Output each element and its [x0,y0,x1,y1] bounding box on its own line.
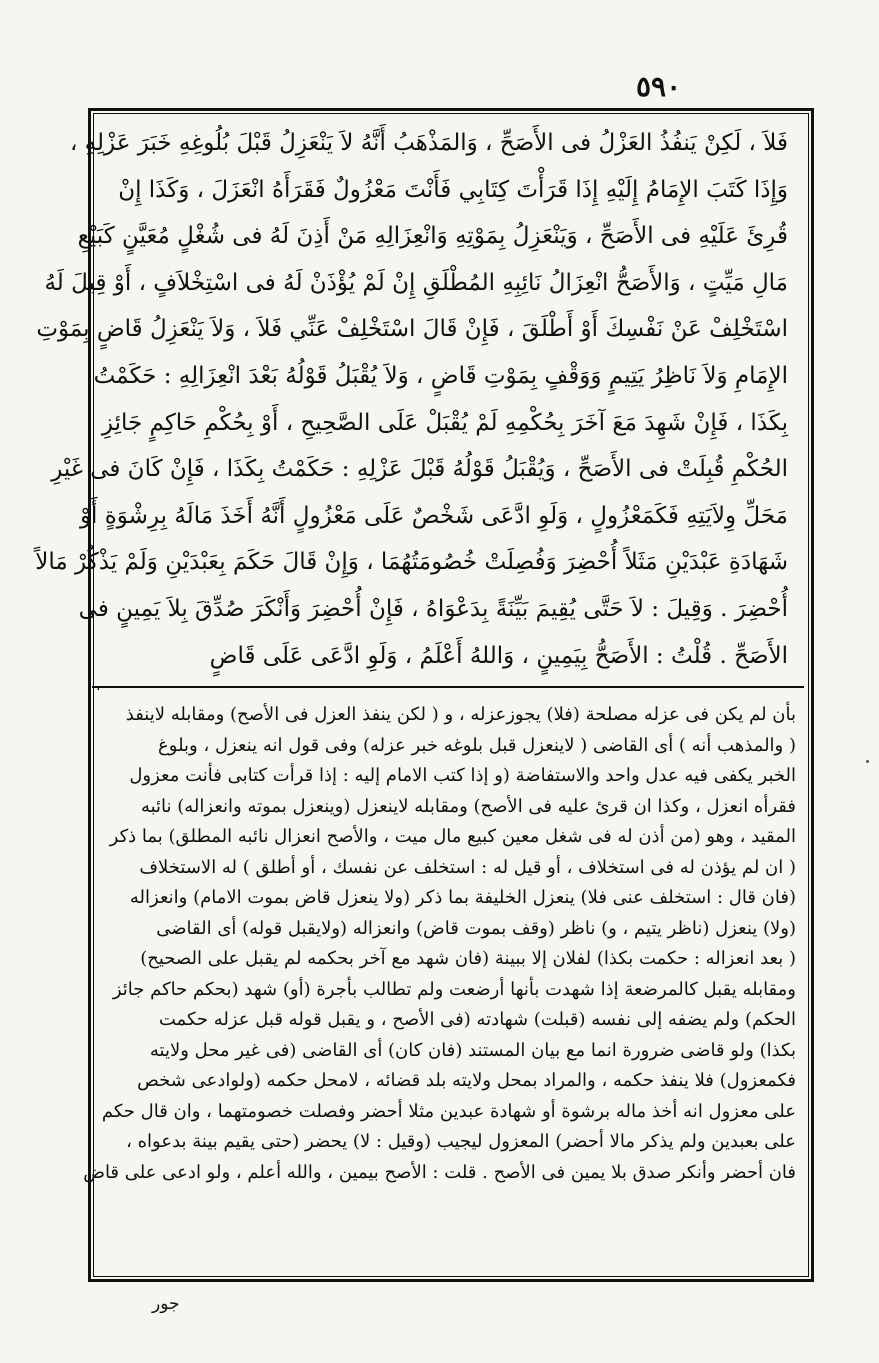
main-text-line: قُرِئَ عَلَيْهِ فى الأَصَحِّ ، وَيَنْعَزِلُ بِمَوْتِهِ وَانْعِزَالِهِ مَنْ أَذِنَ لَهُ فى شُغْلٍ مُعَيَّنٍ كَبَيْعِ [77,223,788,250]
main-text-line: فَلاَ ، لَكِنْ يَنفُذُ العَزْلُ فى الأَصَحِّ ، وَالمَذْهَبُ أَنَّهُ لاَ يَنْعَزِلُ قَبْلَ بُلُوغِهِ خَبَرَ عَزْلِهِ ، [69,130,788,156]
commentary-line: (فان قال : استخلف عنى فلا) ينعزل الخليفة بما ذكر (ولا ينعزل قاض بموت الامام) وانعزاله [129,887,796,908]
main-text-line: الحُكْمِ قُبِلَتْ فى الأَصَحِّ ، وَيُقْبَلُ قَوْلُهُ قَبْلَ عَزْلِهِ : حَكَمْتُ بِكَذَا ، فَإِنْ كَانَ فى غَيْرِ [51,456,788,483]
commentary-line: المقيد ، وهو (من أذن له فى شغل معين كبيع مال ميت ، والأصح انعزال نائبه المطلق) بما ذكر [109,826,796,847]
main-text-line: أُحْضِرَ . وَقِيلَ : لاَ حَتَّى يُقِيمَ بَيِّنَةً بِدَعْوَاهُ ، فَإِنْ أُحْضِرَ وَأَنْكَرَ صُدِّقَ بِلاَ يَمِينٍ فى [78,595,788,622]
commentary-line: فكمعزول) فلا ينفذ حكمه ، والمراد بمحل ولايته بلد قضائه ، لامحل حكمه (ولوادعى شخص [137,1070,796,1091]
main-text-line: مَحَلِّ وِلاَيَتِهِ فَكَمَعْزُولٍ ، وَلَوِ ادَّعَى شَخْصٌ عَلَى مَعْزُولٍ أَنَّهُ أَخَذَ مَالَهُ بِرِشْوَةٍ أَوْ [79,502,788,529]
commentary-line: بكذا) ولو قاضى ضرورة انما مع بيان المستند (فان كان) أى القاضى (فى غير محل ولايته [149,1039,796,1061]
main-text-line: الأَصَحِّ . قُلْتُ : الأَصَحُّ بِيَمِينٍ ، وَاللهُ أَعْلَمُ ، وَلَوِ ادَّعَى عَلَى قَاضٍ [209,642,788,669]
catchword: جور [152,1294,180,1314]
main-text-line: مَالِ مَيِّتٍ ، وَالأَصَحُّ انْعِزَالُ نَائِبِهِ المُطْلَقِ إِنْ لَمْ يُؤْذَنْ لَهُ فى اسْتِخْلاَفٍ ، أَوْ قِيلَ لَهُ [44,269,788,296]
commentary-line: فان أحضر وأنكر صدق بلا يمين فى الأصح . قلت : الأصح بيمين ، والله أعلم ، ولو ادعى على قاض [83,1161,796,1183]
commentary-text [83,700,796,1188]
commentary-line: فقرأه انعزل ، وكذا ان قرئ عليه فى الأصح) ومقابله لاينعزل (وينعزل بموته وانعزاله) نائبه [140,795,796,817]
commentary-line: على بعبدين ولم يذكر مالا أحضر) المعزول ليجيب (وقيل : لا) يحضر (حتى يقيم بينة بدعواه ، [126,1131,796,1152]
page-number: ٥٩٠ [636,70,682,103]
main-text-line: الإِمَامِ وَلاَ نَاظِرُ يَتِيمٍ وَوَقْفٍ بِمَوْتِ قَاضٍ ، وَلاَ يُقْبَلُ قَوْلُهُ بَعْدَ انْعِزَالِهِ : حَكَمْتُ [93,362,788,389]
main-text-line: وَإِذَا كَتَبَ الإِمَامُ إِلَيْهِ إِذَا قَرَأْتَ كِتَابِي فَأَنْتَ مَعْزُولٌ فَقَرَأَهُ انْعَزَلَ ، وَكَذَا إِنْ [118,176,788,203]
commentary-line: ( والمذهب أنه ) أى القاضى ( لاينعزل قبل بلوغه خبر عزله) وفى قول انه ينعزل ، وبلوغ [158,734,796,756]
commentary-line: الخبر يكفى فيه عدل واحد والاستفاضة (و إذا كتب الامام إليه : إذا قرأت كتابى فأنت معزول [129,765,796,786]
commentary-line: (ولا) ينعزل (ناظر يتيم ، و) ناظر (وقف بموت قاض) وانعزاله (ولايقبل قوله) أى القاضى [156,917,796,939]
main-text-line: بِكَذَا ، فَإِنْ شَهِدَ مَعَ آخَرَ بِحُكْمِهِ لَمْ يُقْبَلْ عَلَى الصَّحِيحِ ، أَوْ بِحُكْمِ حَاكِمٍ جَائِزِ [101,409,788,436]
commentary-line: ( بعد انعزاله : حكمت بكذا) لفلان إلا ببينة (فان شهد مع آخر بحكمه لم يقبل على الصحيح) [140,948,796,969]
margin-mark: ، [96,678,101,694]
commentary-line: على معزول انه أخذ ماله برشوة أو شهادة عبدين مثلا أحضر وفصلت خصومتهما ، وان قال حكم [101,1100,796,1122]
main-text-line: شَهَادَةِ عَبْدَيْنِ مَثَلاً أُحْضِرَ وَفُصِلَتْ خُصُومَتُهُمَا ، وَإِنْ قَالَ حَكَمَ بِعَبْدَيْنِ وَلَمْ يَذْكُرْ مَالاً [35,549,788,576]
commentary-line: بأن لم يكن فى عزله مصلحة (فلا) يجوزعزله ، و ( لكن ينفذ العزل فى الأصح) ومقابله لاينفذ [125,704,796,725]
section-divider [92,686,804,688]
main-text [35,120,788,679]
commentary-line: ومقابله يقبل كالمرضعة إذا شهدت بأنها أرضعت ولم تطالب بأجرة (أو) شهد (بحكم حاكم جائز [112,978,796,1000]
main-text-line: اسْتَخْلِفْ عَنْ نَفْسِكَ أَوْ أَطْلَقَ ، فَإِنْ قَالَ اسْتَخْلِفْ عَنِّي فَلاَ ، وَلاَ يَنْعَزِلُ قَاضٍ بِمَوْتِ [36,316,788,343]
commentary-line: الحكم) ولم يضفه إلى نفسه (قبلت) شهادته (فى الأصح ، و يقبل قوله قبل عزله حكمت [158,1009,796,1030]
edge-speck [866,760,869,763]
commentary-line: ( ان لم يؤذن له فى استخلاف ، أو قيل له : استخلف عن نفسك ، أو أطلق ) له الاستخلاف [139,856,796,878]
